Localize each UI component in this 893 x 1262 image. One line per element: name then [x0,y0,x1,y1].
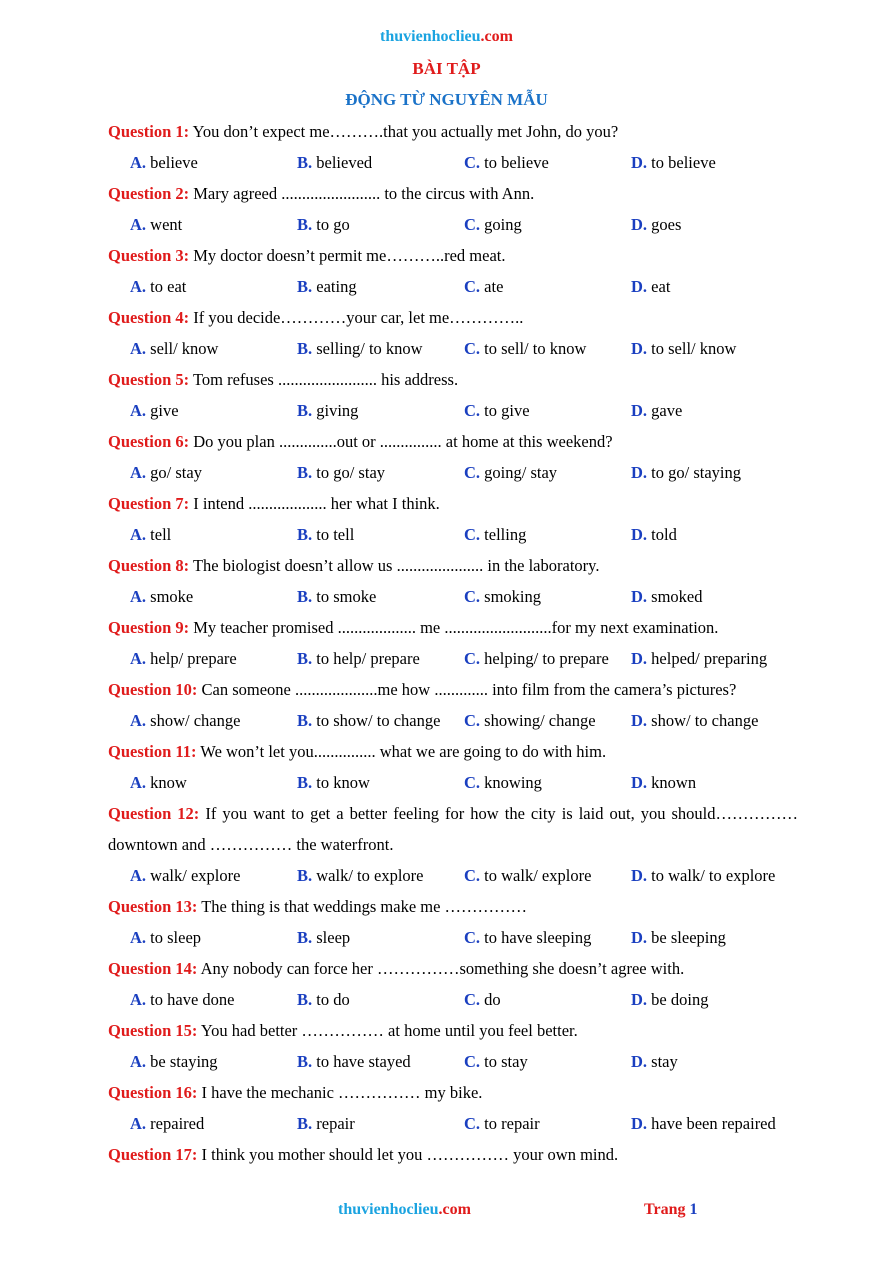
option-text: help/ prepare [146,649,237,668]
option-letter: C. [464,711,481,730]
options-row [108,333,798,364]
option-text: to do [312,990,350,1009]
document-subtitle: ĐỘNG TỪ NGUYÊN MẪU [345,90,548,109]
options-row [108,271,798,302]
option-text: smoking [480,587,542,606]
option-text: selling/ to know [312,339,423,358]
option-c[interactable] [464,1046,631,1077]
page-word: Trang [644,1201,690,1218]
option-letter: D. [631,649,648,668]
question-text: My doctor doesn’t permit me………..red meat. [189,246,506,265]
option-text: showing/ change [480,711,596,730]
question-label: Question 14: [108,959,198,978]
option-letter: B. [297,277,313,296]
option-c[interactable] [464,643,631,674]
option-letter: A. [130,990,147,1009]
option-text: tell [146,525,172,544]
option-a[interactable] [130,922,297,953]
option-d[interactable] [631,860,798,891]
options-row [108,767,798,798]
option-d[interactable] [631,922,798,953]
option-letter: A. [130,773,147,792]
options-row [108,1046,798,1077]
option-text: to believe [647,153,716,172]
page-number: 1 [689,1201,698,1218]
option-b[interactable] [297,922,464,953]
options-row [108,643,798,674]
question-6 [108,426,798,457]
question-text: Any nobody can force her ……………something she doesn’t agree with. [197,959,685,978]
question-text: I have the mechanic …………… my bike. [197,1083,483,1102]
question-label: Question 17: [108,1145,198,1164]
option-letter: A. [130,215,147,234]
option-letter: D. [631,990,648,1009]
question-label: Question 3: [108,246,190,265]
option-letter: D. [631,401,648,420]
option-letter: D. [631,463,648,482]
option-text: to repair [480,1114,540,1133]
option-text: to smoke [312,587,377,606]
option-c[interactable] [464,581,631,612]
options-row [108,147,798,178]
question-15 [108,1015,798,1046]
option-text: to tell [312,525,355,544]
option-a[interactable] [130,984,297,1015]
option-letter: A. [130,463,147,482]
question-text: I intend ................... her what I think. [189,494,440,513]
option-a[interactable] [130,643,297,674]
option-letter: C. [464,928,481,947]
options-row [108,984,798,1015]
question-text: Mary agreed ........................ to the circus with Ann. [189,184,535,203]
option-text: helped/ preparing [647,649,768,668]
option-letter: A. [130,401,147,420]
footer-site [338,1201,471,1219]
question-text: My teacher promised ................... me ..........................for my next examination. [189,618,719,637]
option-text: to have sleeping [480,928,592,947]
option-letter: D. [631,928,648,947]
option-text: to know [312,773,370,792]
option-d[interactable] [631,1108,798,1139]
option-c[interactable] [464,395,631,426]
question-9 [108,612,798,643]
option-letter: B. [297,649,313,668]
option-letter: B. [297,463,313,482]
option-b[interactable] [297,860,464,891]
site-domain: .com [480,28,513,45]
option-c[interactable] [464,984,631,1015]
question-text: Can someone ....................me how ............. into film from the camera’s pictures? [197,680,737,699]
option-a[interactable] [130,333,297,364]
question-13 [108,891,798,922]
question-label: Question 12: [108,804,200,823]
option-text: to walk/ to explore [647,866,776,885]
option-d[interactable] [631,767,798,798]
question-label: Question 6: [108,432,190,451]
options-row [108,519,798,550]
question-text: If you decide…………your car, let me………….. [189,308,524,327]
option-letter: B. [297,153,313,172]
option-b[interactable] [297,1108,464,1139]
question-4 [108,302,798,333]
option-text: give [146,401,179,420]
option-letter: D. [631,587,648,606]
question-3 [108,240,798,271]
option-letter: C. [464,153,481,172]
question-12 [108,798,803,860]
document-title: BÀI TẬP [412,59,481,78]
option-text: sleep [312,928,351,947]
option-b[interactable] [297,271,464,302]
option-letter: D. [631,1052,648,1071]
option-text: go/ stay [146,463,202,482]
option-letter: D. [631,525,648,544]
option-letter: B. [297,215,313,234]
question-11 [108,736,798,767]
option-b[interactable] [297,209,464,240]
option-letter: B. [297,928,313,947]
option-text: to sell/ to know [480,339,587,358]
option-letter: C. [464,773,481,792]
option-a[interactable] [130,209,297,240]
question-text: Tom refuses ........................ his address. [189,370,459,389]
question-8 [108,550,798,581]
option-a[interactable] [130,705,297,736]
option-c[interactable] [464,705,631,736]
options-row [108,457,798,488]
option-letter: C. [464,339,481,358]
option-b[interactable] [297,457,464,488]
option-letter: C. [464,215,481,234]
option-c[interactable] [464,767,631,798]
option-text: to stay [480,1052,528,1071]
option-letter: D. [631,866,648,885]
question-text: The biologist doesn’t allow us ..................... in the laboratory. [189,556,600,575]
option-text: told [647,525,677,544]
option-text: to go [312,215,350,234]
option-letter: C. [464,525,481,544]
question-label: Question 4: [108,308,190,327]
option-b[interactable] [297,984,464,1015]
question-label: Question 2: [108,184,190,203]
option-letter: B. [297,525,313,544]
option-letter: D. [631,277,648,296]
option-text: went [146,215,183,234]
option-text: gave [647,401,683,420]
option-text: to sleep [146,928,202,947]
option-c[interactable] [464,1108,631,1139]
option-text: be doing [647,990,709,1009]
options-row [108,860,798,891]
option-letter: C. [464,587,481,606]
question-label: Question 9: [108,618,190,637]
option-letter: B. [297,711,313,730]
option-text: to help/ prepare [312,649,420,668]
option-letter: A. [130,711,147,730]
option-a[interactable] [130,860,297,891]
option-letter: B. [297,587,313,606]
option-letter: B. [297,773,313,792]
question-label: Question 11: [108,742,197,761]
question-label: Question 5: [108,370,190,389]
option-text: show/ change [146,711,241,730]
question-label: Question 15: [108,1021,198,1040]
option-letter: B. [297,401,313,420]
option-letter: D. [631,711,648,730]
option-a[interactable] [130,271,297,302]
option-letter: C. [464,1052,481,1071]
option-letter: A. [130,928,147,947]
option-text: be staying [146,1052,218,1071]
question-label: Question 10: [108,680,198,699]
option-text: repair [312,1114,355,1133]
question-17 [108,1139,798,1170]
option-letter: A. [130,1052,147,1071]
option-text: walk/ explore [146,866,241,885]
option-c[interactable] [464,209,631,240]
option-text: to give [480,401,530,420]
option-d[interactable] [631,209,798,240]
option-text: walk/ to explore [312,866,424,885]
option-text: stay [647,1052,678,1071]
option-c[interactable] [464,457,631,488]
option-letter: D. [631,153,648,172]
question-text: You had better …………… at home until you feel better. [197,1021,578,1040]
question-5 [108,364,798,395]
question-label: Question 1: [108,122,190,141]
option-c[interactable] [464,922,631,953]
option-d[interactable] [631,519,798,550]
option-text: to go/ staying [647,463,742,482]
option-a[interactable] [130,519,297,550]
question-text: I think you mother should let you …………… your own mind. [197,1145,619,1164]
question-text: Do you plan ..............out or ............... at home at this weekend? [189,432,613,451]
option-text: to believe [480,153,549,172]
option-letter: A. [130,649,147,668]
option-text: ate [480,277,504,296]
options-row [108,395,798,426]
option-letter: C. [464,649,481,668]
option-b[interactable] [297,705,464,736]
option-d[interactable] [631,147,798,178]
option-letter: B. [297,339,313,358]
options-row [108,581,798,612]
question-list [108,116,803,1170]
option-d[interactable] [631,705,798,736]
option-text: helping/ to prepare [480,649,609,668]
question-2 [108,178,798,209]
option-text: known [647,773,697,792]
question-label: Question 8: [108,556,190,575]
page-number-label [644,1201,697,1219]
option-d[interactable] [631,984,798,1015]
option-text: to have stayed [312,1052,411,1071]
option-text: going [480,215,522,234]
option-letter: C. [464,990,481,1009]
option-letter: D. [631,1114,648,1133]
option-a[interactable] [130,1046,297,1077]
options-row [108,1108,798,1139]
option-text: do [480,990,501,1009]
option-letter: B. [297,990,313,1009]
option-letter: A. [130,1114,147,1133]
option-letter: C. [464,277,481,296]
option-text: to sell/ know [647,339,737,358]
options-row [108,705,798,736]
option-b[interactable] [297,1046,464,1077]
question-14 [108,953,798,984]
option-letter: B. [297,866,313,885]
option-text: be sleeping [647,928,726,947]
option-letter: D. [631,339,648,358]
option-b[interactable] [297,147,464,178]
option-text: smoke [146,587,194,606]
option-letter: B. [297,1052,313,1071]
option-text: eat [647,277,671,296]
option-text: telling [480,525,527,544]
question-1 [108,116,798,147]
option-text: have been repaired [647,1114,776,1133]
option-text: goes [647,215,682,234]
option-letter: B. [297,1114,313,1133]
option-d[interactable] [631,1046,798,1077]
options-row [108,922,798,953]
options-row [108,209,798,240]
option-text: knowing [480,773,542,792]
option-b[interactable] [297,333,464,364]
option-b[interactable] [297,767,464,798]
option-a[interactable] [130,1108,297,1139]
question-text: We won’t let you............... what we are going to do with him. [196,742,607,761]
option-c[interactable] [464,271,631,302]
option-letter: A. [130,153,147,172]
option-text: to walk/ explore [480,866,592,885]
option-text: to have done [146,990,235,1009]
option-a[interactable] [130,395,297,426]
option-a[interactable] [130,767,297,798]
option-text: eating [312,277,357,296]
option-letter: D. [631,773,648,792]
option-a[interactable] [130,457,297,488]
option-letter: A. [130,525,147,544]
option-letter: A. [130,339,147,358]
option-text: sell/ know [146,339,219,358]
footer-site-name: thuvienhoclieu [338,1201,439,1218]
option-d[interactable] [631,271,798,302]
option-c[interactable] [464,147,631,178]
question-label: Question 13: [108,897,198,916]
option-letter: C. [464,1114,481,1133]
option-b[interactable] [297,519,464,550]
option-c[interactable] [464,519,631,550]
option-text: believe [146,153,198,172]
question-text: You don’t expect me……….that you actually met John, do you? [189,122,619,141]
option-b[interactable] [297,581,464,612]
option-c[interactable] [464,860,631,891]
option-letter: C. [464,866,481,885]
question-label: Question 16: [108,1083,198,1102]
option-d[interactable] [631,333,798,364]
question-label: Question 7: [108,494,190,513]
option-text: show/ to change [647,711,759,730]
option-text: believed [312,153,373,172]
question-text: The thing is that weddings make me …………… [197,897,528,916]
question-7 [108,488,798,519]
option-b[interactable] [297,395,464,426]
question-text: If you want to get a better feeling for how the city is laid out, you should…………… downtown and …………… the waterfront. [108,804,803,854]
option-c[interactable] [464,333,631,364]
option-d[interactable] [631,395,798,426]
option-letter: C. [464,401,481,420]
option-text: know [146,773,187,792]
option-letter: A. [130,866,147,885]
option-text: to go/ stay [312,463,386,482]
option-a[interactable] [130,147,297,178]
option-text: smoked [647,587,703,606]
option-b[interactable] [297,643,464,674]
option-d[interactable] [631,581,798,612]
footer-site-domain: .com [438,1201,471,1218]
option-a[interactable] [130,581,297,612]
site-header [0,28,893,46]
option-letter: D. [631,215,648,234]
option-text: to show/ to change [312,711,441,730]
option-letter: A. [130,277,147,296]
question-16 [108,1077,798,1108]
site-name: thuvienhoclieu [380,28,481,45]
option-letter: A. [130,587,147,606]
option-letter: C. [464,463,481,482]
option-text: going/ stay [480,463,558,482]
option-d[interactable] [631,643,798,674]
option-text: repaired [146,1114,205,1133]
question-10 [108,674,798,705]
option-d[interactable] [631,457,798,488]
option-text: to eat [146,277,187,296]
option-text: giving [312,401,359,420]
